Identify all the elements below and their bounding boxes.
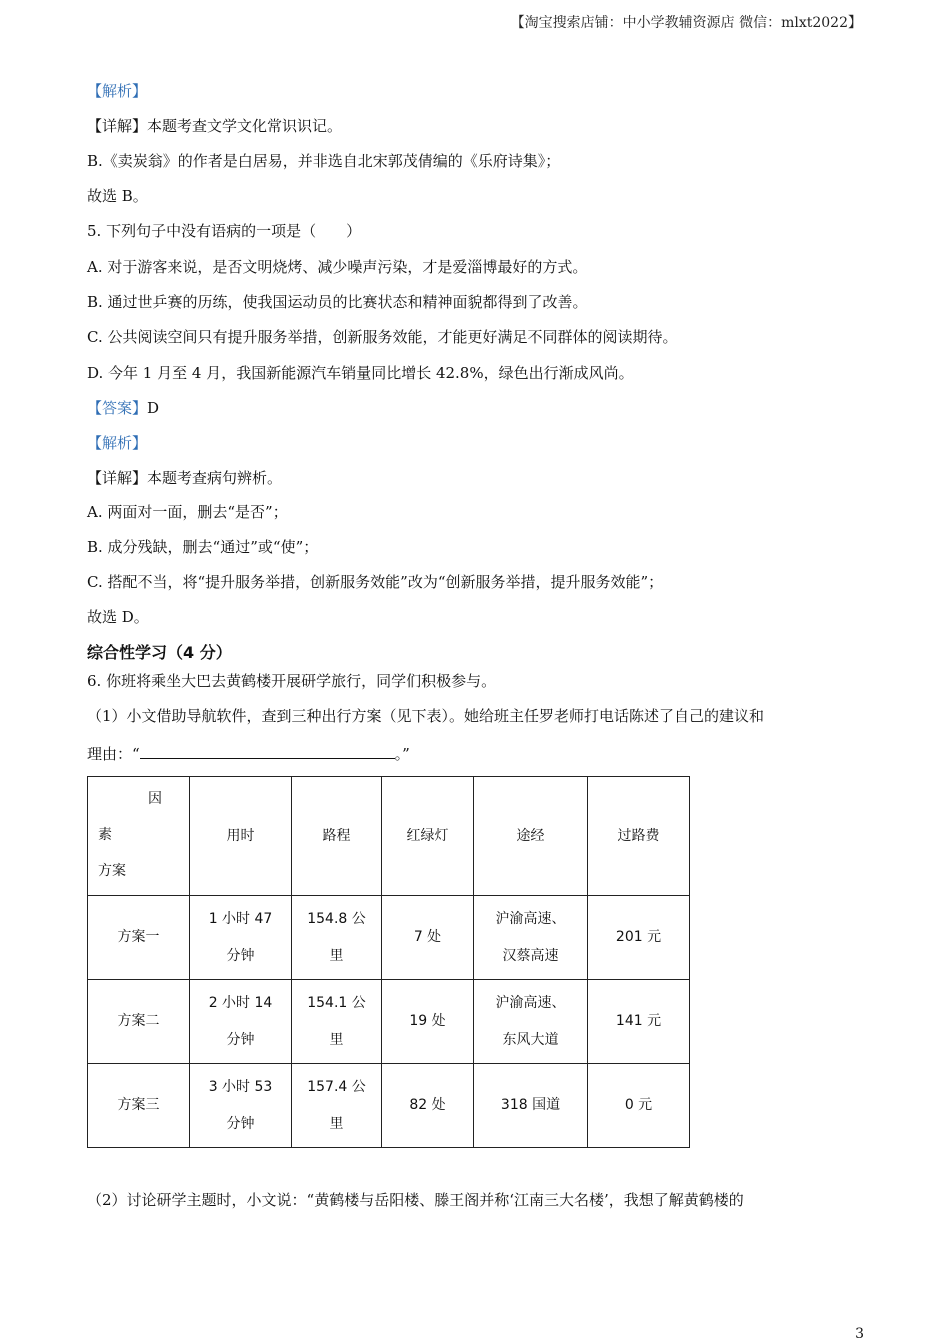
time-value: 2 小时 14 bbox=[208, 994, 273, 1011]
distance-cell bbox=[292, 896, 382, 980]
detail-tag: 【详解】 bbox=[87, 117, 148, 135]
distance-unit: 里 bbox=[329, 947, 344, 964]
lights-cell: 82 处 bbox=[382, 1064, 474, 1148]
time-value: 3 小时 53 bbox=[208, 1078, 273, 1095]
time-cell bbox=[190, 980, 292, 1064]
header-lights: 红绿灯 bbox=[382, 777, 474, 896]
header-time: 用时 bbox=[190, 777, 292, 896]
table-row bbox=[88, 896, 690, 980]
distance-cell bbox=[292, 1064, 382, 1148]
table-header-row bbox=[88, 777, 690, 896]
route-table bbox=[87, 776, 690, 1148]
analysis-tag: 【解析】 bbox=[87, 434, 148, 452]
toll-cell: 201 元 bbox=[588, 896, 690, 980]
detail-text: 本题考查文学文化常识识记。 bbox=[147, 117, 343, 135]
explanation-b: B.《卖炭翁》的作者是白居易，并非选自北宋郭茂倩编的《乐府诗集》； bbox=[87, 152, 561, 170]
analysis-tag: 【解析】 bbox=[87, 82, 148, 100]
detail-text: 本题考查病句辨析。 bbox=[147, 469, 283, 487]
route-cell bbox=[474, 980, 588, 1064]
time-cell bbox=[190, 896, 292, 980]
table-row bbox=[88, 980, 690, 1064]
time-cell bbox=[190, 1064, 292, 1148]
distance-unit: 里 bbox=[329, 1031, 344, 1048]
detail-line bbox=[87, 116, 342, 136]
conclusion: 故选 D。 bbox=[87, 608, 149, 626]
distance-cell bbox=[292, 980, 382, 1064]
distance-value: 157.4 公 bbox=[307, 1078, 366, 1095]
corner-label-mid: 素 bbox=[98, 827, 112, 843]
detail-tag: 【详解】 bbox=[87, 469, 148, 487]
route-cell bbox=[474, 896, 588, 980]
page-number: 3 bbox=[855, 1326, 864, 1342]
answer-value: D bbox=[147, 399, 160, 417]
option-b: B. 通过世乒赛的历练，使我国运动员的比赛状态和精神面貌都得到了改善。 bbox=[87, 293, 588, 311]
answer-line bbox=[87, 398, 159, 418]
explanation-b: B. 成分残缺，删去“通过”或“使”； bbox=[87, 538, 319, 556]
question-stem: 5. 下列句子中没有语病的一项是（ ） bbox=[87, 222, 362, 240]
route-part: 汉蔡高速 bbox=[502, 947, 559, 964]
distance-value: 154.8 公 bbox=[307, 910, 366, 927]
blank-suffix: 。” bbox=[394, 745, 410, 763]
toll-cell: 0 元 bbox=[588, 1064, 690, 1148]
option-a: A. 对于游客来说，是否文明烧烤、减少噪声污染，才是爱淄博最好的方式。 bbox=[87, 258, 588, 276]
time-unit: 分钟 bbox=[226, 947, 255, 964]
table-row bbox=[88, 1064, 690, 1148]
toll-cell: 141 元 bbox=[588, 980, 690, 1064]
distance-unit: 里 bbox=[329, 1115, 344, 1132]
plan-name: 方案一 bbox=[88, 896, 190, 980]
detail-line bbox=[87, 468, 282, 488]
lights-cell: 19 处 bbox=[382, 980, 474, 1064]
fill-in-blank[interactable] bbox=[140, 744, 395, 759]
explanation-a: A. 两面对一面，删去“是否”； bbox=[87, 503, 288, 521]
time-unit: 分钟 bbox=[226, 1031, 255, 1048]
time-value: 1 小时 47 bbox=[208, 910, 273, 927]
plan-name: 方案二 bbox=[88, 980, 190, 1064]
header-distance: 路程 bbox=[292, 777, 382, 896]
corner-label-top: 因 bbox=[148, 791, 162, 807]
explanation-c: C. 搭配不当，将“提升服务举措，创新服务效能”改为“创新服务举措，提升服务效能”； bbox=[87, 573, 664, 591]
lights-cell: 7 处 bbox=[382, 896, 474, 980]
route-cell: 318 国道 bbox=[474, 1064, 588, 1148]
header-toll: 过路费 bbox=[588, 777, 690, 896]
route-part: 东风大道 bbox=[502, 1031, 559, 1048]
section-title: 综合性学习（4 分） bbox=[87, 643, 232, 662]
question-stem: 6. 你班将乘坐大巴去黄鹤楼开展研学旅行，同学们积极参与。 bbox=[87, 672, 497, 690]
option-c: C. 公共阅读空间只有提升服务举措，创新服务效能，才能更好满足不同群体的阅读期待。 bbox=[87, 328, 678, 346]
page-header: 【淘宝搜索店铺：中小学教辅资源店 微信：mlxt2022】 bbox=[510, 15, 862, 31]
answer-blank-line bbox=[87, 744, 410, 764]
plan-name: 方案三 bbox=[88, 1064, 190, 1148]
answer-tag: 【答案】 bbox=[87, 399, 148, 417]
conclusion: 故选 B。 bbox=[87, 187, 148, 205]
blank-prefix: 理由：“ bbox=[87, 745, 140, 763]
part1-text: （1）小文借助导航软件，查到三种出行方案（见下表）。她给班主任罗老师打电话陈述了自己的建议和 bbox=[87, 707, 765, 725]
route-part: 沪渝高速、 bbox=[495, 994, 566, 1011]
corner-label-bottom: 方案 bbox=[98, 863, 126, 879]
distance-value: 154.1 公 bbox=[307, 994, 366, 1011]
part2-text: （2）讨论研学主题时，小文说：“黄鹤楼与岳阳楼、滕王阁并称‘江南三大名楼’，我想了解黄鹤楼的 bbox=[87, 1191, 744, 1209]
option-d: D. 今年 1 月至 4 月，我国新能源汽车销量同比增长 42.8%，绿色出行渐成风尚。 bbox=[87, 364, 634, 382]
header-route: 途经 bbox=[474, 777, 588, 896]
corner-cell bbox=[88, 777, 190, 896]
time-unit: 分钟 bbox=[226, 1115, 255, 1132]
route-part: 沪渝高速、 bbox=[495, 910, 566, 927]
